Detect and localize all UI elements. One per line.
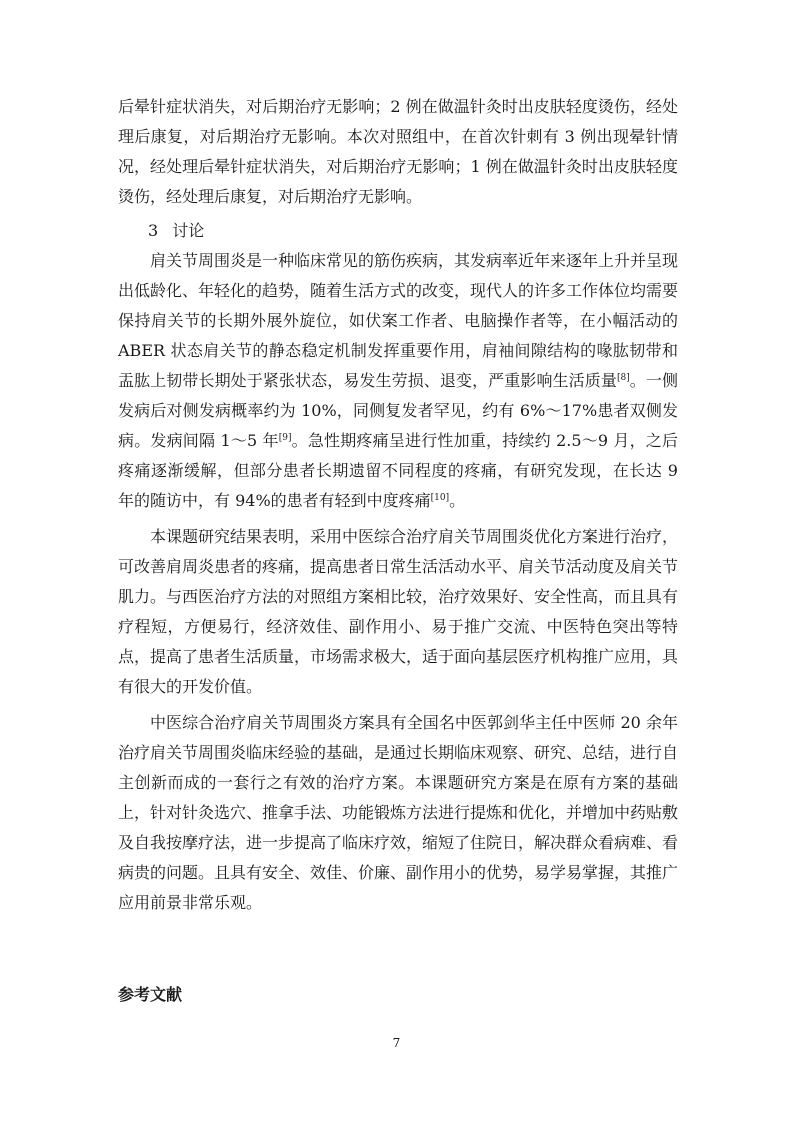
paragraph-adverse-events: 后晕针症状消失，对后期治疗无影响；2 例在做温针灸时出皮肤轻度烫伤，经处理后康复，对后期治疗无影响。本次对照组中，在首次针刺有 3 例出现晕针情况，经处理后晕针症状消失，对后期治疗无影响；1 例在做温针灸时出皮肤轻度烫伤，经处理后康复，对后期治疗无影响。 (118, 97, 678, 206)
paragraph-text: 。一侧发病后对侧发病概率约为 10%，同侧复发者罕见，约有 6%～17%患者双侧发病。发病间隔 1～5 年 (118, 371, 678, 450)
paragraph-study-results: 本课题研究结果表明，采用中医综合治疗肩关节周围炎优化方案进行治疗，可改善肩周炎患者的疼痛，提高患者日常生活活动水平、肩关节活动度及肩关节肌力。与西医治疗方法的对照组方案相比较，治疗效果好、安全性高，而且具有疗程短，方便易行，经济效佳、副作用小、易于推广交流、中医特色突出等特点，提高了患者生活质量，市场需求极大，适于面向基层医疗机构推广应用，具有很大的开发价值。 (118, 527, 679, 696)
section-heading-discussion (118, 216, 678, 246)
body-text (118, 92, 678, 918)
section-title: 讨论 (172, 221, 205, 240)
paragraph-text: 。 (449, 491, 466, 510)
references-heading: 参考文献 (118, 985, 183, 1004)
paragraph-text: 肩关节周围炎是一种临床常见的筋伤疾病，其发病率近年来逐年上升并呈现出低龄化、年轻化的趋势，随着生活方式的改变，现代人的许多工作体位均需要保持肩关节的长期外展外旋位，如伏案工作者、电脑操作者等，在小幅活动的 ABER 状态肩关节的静态稳定机制发挥重要作用，肩袖间隙结构的喙肱韧带和盂肱上韧带长期处于紧张状态，易发生劳损、退变，严重影响生活质量 (118, 251, 679, 390)
paragraph-text: 。急性期疼痛呈进行性加重，持续约 2.5～9 月，之后疼痛逐渐缓解，但部分患者长期遗留不同程度的疼痛，有研究发现，在长达 9 年的随访中，有 94%的患者有轻到中度疼痛 (118, 431, 678, 510)
section-number: 3 (148, 221, 159, 240)
paragraph-disease-background (118, 246, 678, 516)
citation-10: [10] (430, 493, 450, 503)
citation-8: [8] (616, 373, 630, 383)
paragraph-treatment-scheme: 中医综合治疗肩关节周围炎方案具有全国名中医郭剑华主任中医师 20 余年治疗肩关节周围炎临床经验的基础，是通过长期临床观察、研究、总结，进行自主创新而成的一套行之有效的治疗方案。本课题研究方案是在原有方案的基础上，针对针灸选穴、推拿手法、功能锻炼方法进行提炼和优化，并增加中药贴敷及自我按摩疗法，进一步提高了临床疗效，缩短了住院日，解决群众看病难、看病贵的问题。且具有安全、效佳、价廉、副作用小的优势，易学易掌握，其推广应用前景非常乐观。 (118, 713, 679, 912)
page-number: 7 (392, 1036, 401, 1050)
citation-9: [9] (278, 433, 292, 443)
